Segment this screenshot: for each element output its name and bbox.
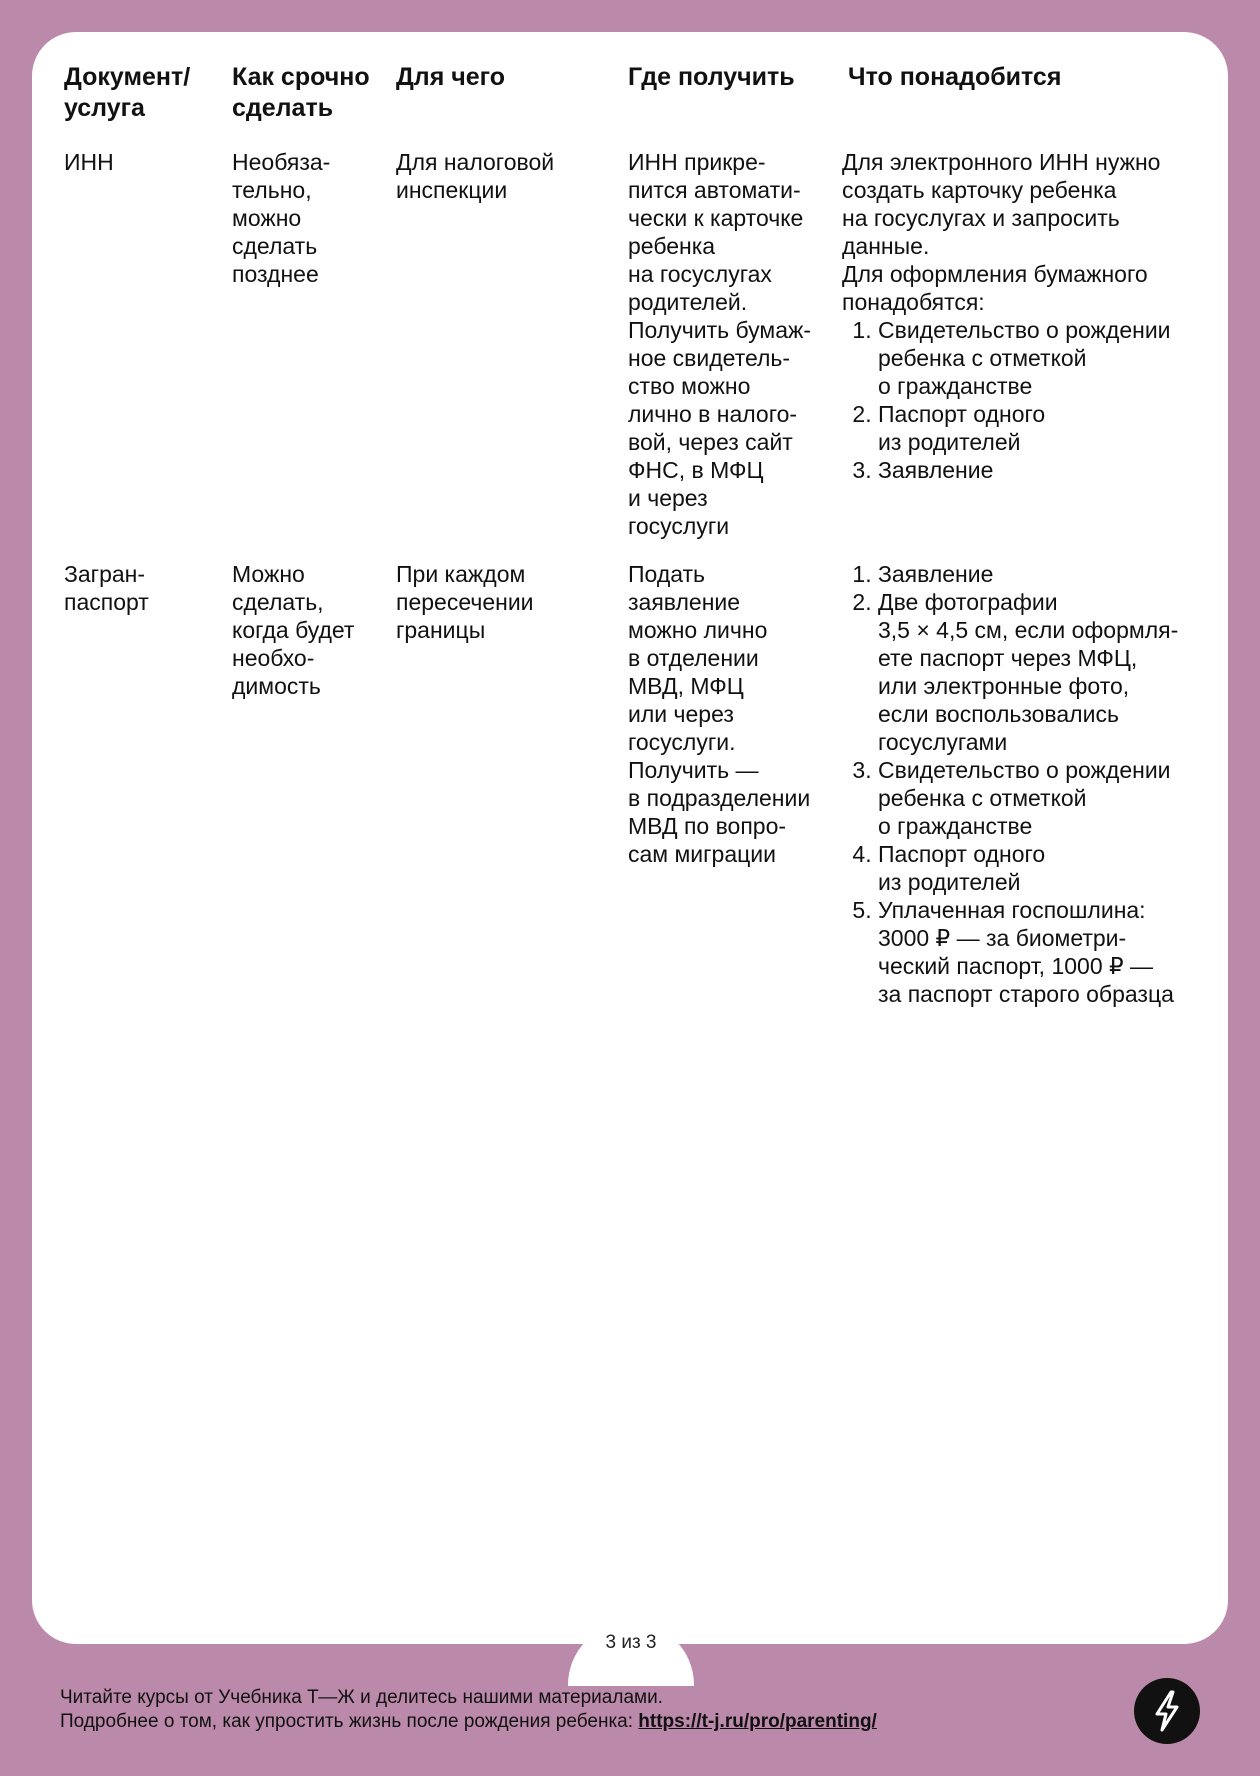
footer-line2-text: Подробнее о том, как упростить жизнь после рождения ребенка: bbox=[60, 1711, 639, 1732]
row-passport-needed-list bbox=[842, 560, 1220, 1008]
footer-line2 bbox=[60, 1710, 877, 1734]
header-document: Документ/ услуга bbox=[64, 63, 191, 122]
list-item: 2. Паспорт одного из родителей bbox=[878, 400, 1220, 456]
row-passport-where: Подать заявление можно лично в отделении МВД, МФЦ или через госуслуги. Получить — в подразделении МВД по вопро- сам миграции bbox=[628, 561, 811, 867]
footer-line1: Читайте курсы от Учебника Т—Ж и делитесь нашими материалами. bbox=[60, 1687, 663, 1708]
header-urgency: Как срочно сделать bbox=[232, 63, 370, 122]
row-inn-needed bbox=[842, 148, 1220, 484]
logo[interactable] bbox=[1134, 1678, 1200, 1744]
row-passport-purpose: При каждом пересечении границы bbox=[396, 561, 534, 643]
list-item: 4. Паспорт одного из родителей bbox=[878, 840, 1220, 896]
row-inn-where: ИНН прикре- пится автомати- чески к карточке ребенка на госуслугах родителей. Получить бумаж- ное свидетель- ство можно лично в налого- вой, через сайт ФНС, в МФЦ и через госуслуги bbox=[628, 149, 812, 539]
header-needed: Что понадобится bbox=[848, 63, 1062, 91]
page-indicator bbox=[568, 1622, 694, 1686]
list-item: 1. Свидетельство о рождении ребенка с отметкой о гражданстве bbox=[878, 316, 1220, 400]
lightning-bolt-icon bbox=[1134, 1678, 1200, 1744]
row-inn-urgency: Необяза- тельно, можно сделать позднее bbox=[232, 149, 331, 287]
row-passport-needed bbox=[842, 560, 1220, 1008]
row-inn-needed-list bbox=[842, 316, 1220, 484]
row-inn-purpose: Для налоговой инспекции bbox=[396, 149, 555, 203]
footer bbox=[60, 1686, 877, 1734]
footer-link[interactable]: https://t-j.ru/pro/parenting/ bbox=[638, 1711, 877, 1732]
list-item: 3. Свидетельство о рождении ребенка с отметкой о гражданстве bbox=[878, 756, 1220, 840]
list-item: 3. Заявление bbox=[878, 456, 1220, 484]
list-item: 5. Уплаченная госпошлина: 3000 ₽ — за биометри- ческий паспорт, 1000 ₽ — за паспорт старого образца bbox=[878, 896, 1220, 1008]
header-where: Где получить bbox=[628, 63, 795, 91]
row-passport-document: Загран- паспорт bbox=[64, 561, 149, 615]
header-purpose: Для чего bbox=[396, 63, 505, 91]
page-indicator-label: 3 из 3 bbox=[605, 1632, 657, 1653]
row-passport-urgency: Можно сделать, когда будет необхо- димость bbox=[232, 561, 355, 699]
list-item: 2. Две фотографии 3,5 × 4,5 см, если оформля- ете паспорт через МФЦ, или электронные фото, если воспользовались госуслугами bbox=[878, 588, 1220, 756]
row-inn-needed-intro: Для электронного ИНН нужно создать карточку ребенка на госуслугах и запросить данные. Для оформления бумажного понадобятся: bbox=[842, 149, 1161, 315]
row-inn-document: ИНН bbox=[64, 149, 114, 175]
list-item: 1. Заявление bbox=[878, 560, 1220, 588]
